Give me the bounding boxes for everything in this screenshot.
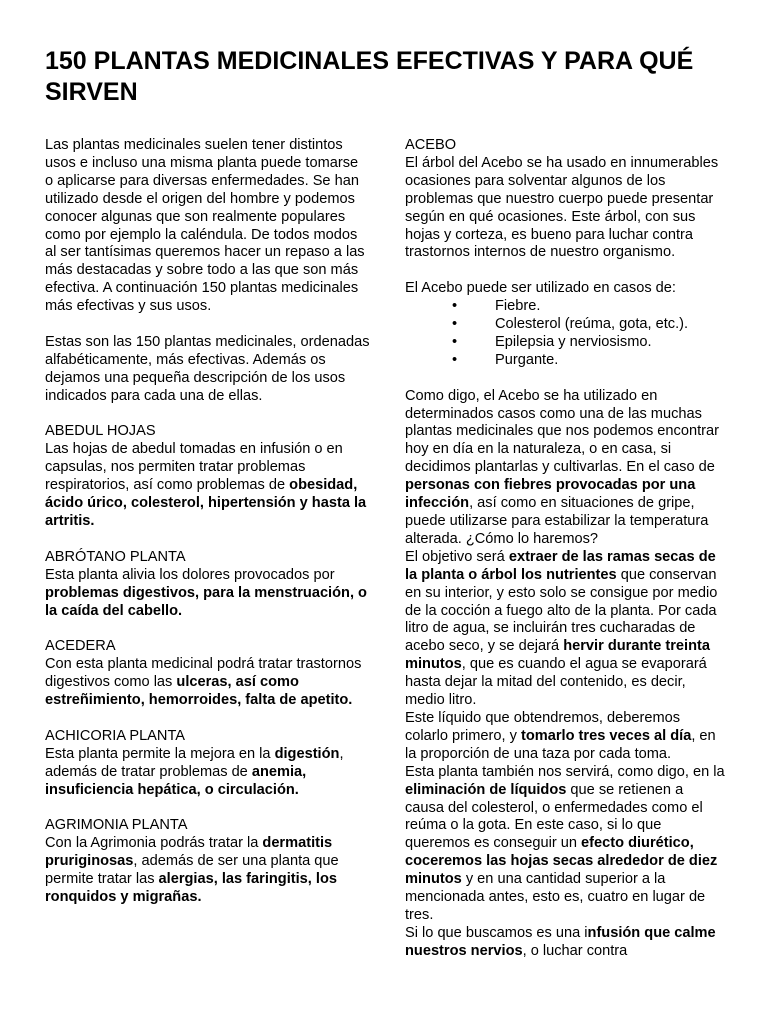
entry-heading: ABRÓTANO PLANTA — [45, 548, 186, 565]
entry-acebo — [405, 137, 725, 262]
entry-bold: ulceras, así como estreñimiento, hemorroides, falta de apetito. — [45, 674, 353, 709]
entry-text: Las hojas de abedul tomadas en infusión o en capsulas, nos permiten tratar problemas respiratorios, así como problemas de — [45, 441, 343, 494]
acebo-uses-intro: El Acebo puede ser utilizado en casos de: — [405, 280, 676, 297]
entry-bold: alergias, las faringitis, los ronquidos y migrañas. — [45, 871, 337, 905]
bold-run: nfusión que calme nuestros nervios — [405, 924, 716, 959]
text-run: , que es cuando el agua se evaporará hasta dejar la mitad del contenido, es decir, medio litro. — [405, 656, 707, 709]
acebo-paragraph-4 — [405, 549, 725, 710]
entry-abedul — [45, 423, 370, 530]
entry-heading: ACEDERA — [45, 638, 116, 655]
text-run: , o luchar contra — [522, 942, 628, 959]
list-item: • Epilepsia y nerviosismo. — [405, 334, 725, 352]
document-title: 150 PLANTAS MEDICINALES EFECTIVAS Y PARA QUÉ SIRVEN — [45, 47, 694, 106]
left-column — [45, 137, 370, 925]
entry-text: , además de tratar problemas de — [45, 745, 344, 780]
intro-paragraph: Las plantas medicinales suelen tener distintos usos e incluso una misma planta puede tomarse o aplicarse para diversas enfermedades. Se han utilizado desde el origen del hombre y podemos conocer algunas que son realmente populares como por ejemplo la caléndula. De todos modos al ser tantísimas queremos hacer un repaso a las más destacadas y sobre todo a las que son más efectiva. A continuación 150 plantas medicinales más efectivas y sus usos. — [45, 137, 365, 315]
text-run: Si lo que buscamos es una i — [405, 924, 588, 941]
entry-agrimonia — [45, 817, 370, 907]
entry-bold: digestión — [274, 745, 340, 762]
entry-text: Con esta planta medicinal podrá tratar trastornos digestivos como las — [45, 656, 362, 691]
entry-acedera — [45, 638, 370, 710]
entry-bold: anemia, insuficiencia hepática, o circulación. — [45, 763, 307, 798]
text-run: , así como en situaciones de gripe, puede utilizarse para estabilizar la temperatura alterada. ¿Cómo lo haremos? — [405, 495, 709, 547]
text-run: que conservan en su interior, y esto solo se consigue por medio de la cocción a fuego alto de la planta. Por cada litro de agua, se incluirán tres cucharadas de acebo seco, y se dejará — [405, 566, 718, 655]
right-column — [405, 137, 725, 961]
list-item: • Fiebre. — [405, 298, 725, 316]
acebo-paragraph-6 — [405, 764, 725, 925]
acebo-paragraph-7 — [405, 925, 725, 961]
acebo-uses-list — [405, 298, 725, 370]
entry-text: Esta planta permite la mejora en la — [45, 745, 275, 762]
entry-text: Esta planta alivia los dolores provocados por — [45, 566, 335, 583]
text-run: Como digo, el Acebo se ha utilizado en determinados casos como una de las muchas plantas medicinales que nos podemos encontrar hoy en día en la naturaleza, o en casa, si decidimos plantarlas y cultivarlas. En el caso de — [405, 387, 719, 476]
entry-bold: dermatitis pruriginosas — [45, 835, 333, 870]
bold-run: eliminación de líquidos — [405, 781, 567, 798]
entry-heading: ABEDUL HOJAS — [45, 423, 156, 440]
bold-run: extraer de las ramas secas de la planta o árbol los nutrientes — [405, 548, 716, 583]
bold-run: tomarlo tres veces al día — [520, 727, 692, 744]
entry-heading: ACEBO — [405, 137, 457, 153]
text-run: El objetivo será — [405, 548, 509, 565]
text-run: Este líquido que obtendremos, deberemos colarlo primero, y — [405, 709, 681, 744]
entry-text: El árbol del Acebo se ha usado en innumerables ocasiones para solventar algunos de los problemas que nuestro cuerpo puede presentar según en qué ocasiones. Este árbol, con sus hojas y corteza, es bueno para luchar contra trastornos internos de nuestro organismo. — [405, 154, 719, 261]
intro-paragraph-2: Estas son las 150 plantas medicinales, ordenadas alfabéticamente, más efectivas. Además os dejamos una pequeña descripción de los usos indicados para cada una de ellas. — [45, 333, 370, 404]
entry-heading: AGRIMONIA PLANTA — [45, 817, 188, 834]
bold-run: hervir durante treinta minutos — [405, 638, 710, 673]
text-run: , en la proporción de una taza por cada toma. — [405, 727, 716, 762]
acebo-paragraph-5 — [405, 710, 725, 764]
acebo-paragraph-3 — [405, 388, 725, 549]
entry-abrotano — [45, 549, 370, 621]
bold-run: personas con fiebres provocadas por una infección — [405, 477, 696, 512]
bold-run: efecto diurético, coceremos las hojas secas alrededor de diez minutos — [405, 835, 718, 888]
entry-text: Con la Agrimonia podrás tratar la — [45, 835, 263, 852]
text-run: Esta planta también nos servirá, como digo, en la — [405, 763, 725, 780]
entry-achicoria — [45, 728, 370, 800]
entry-bold: obesidad, ácido úrico, colesterol, hipertensión y hasta la artritis. — [45, 477, 367, 529]
text-run: y en una cantidad superior a la mencionada antes, esto es, cuatro en lugar de tres. — [405, 871, 706, 923]
text-run: que se retienen a causa del colesterol, o enfermedades como el reúma o la gota. En este caso, si lo que queremos es conseguir un — [405, 781, 703, 852]
entry-heading: ACHICORIA PLANTA — [45, 727, 186, 744]
entry-text: , además de ser una planta que permite tratar las — [45, 853, 339, 888]
entry-bold: problemas digestivos, para la menstruación, o la caída del cabello. — [45, 584, 367, 619]
list-item: • Colesterol (reúma, gota, etc.). — [405, 316, 725, 334]
list-item: • Purgante. — [405, 352, 725, 370]
